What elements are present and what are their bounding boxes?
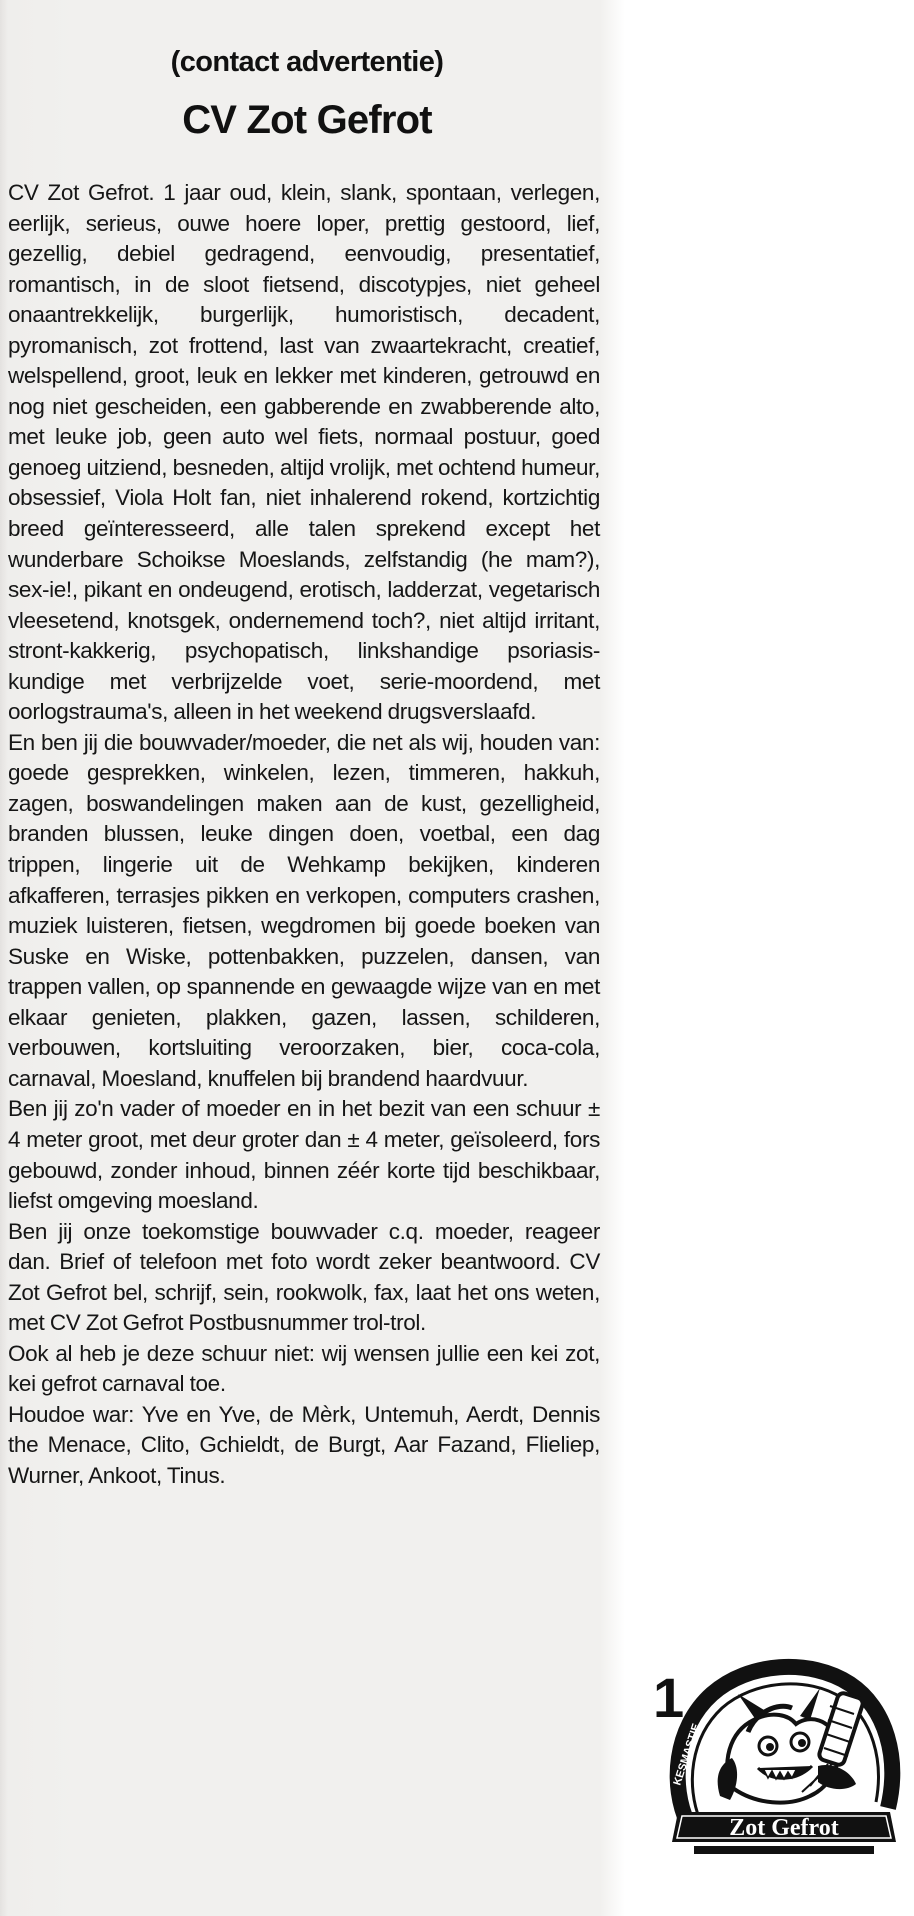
paragraph-request: Ben jij zo'n vader of moeder en in het bezit van een schuur ± 4 meter groot, met deur groter dan ± 4 meter, geïsoleerd, fors gebouwd, zonder inhoud, binnen zéér korte tijd beschikbaar, liefst omgeving moesland. xyxy=(8,1096,600,1214)
paragraph-interests: En ben jij die bouwvader/moeder, die net als wij, houden van: goede gesprekken, winkelen, lezen, timmeren, hakkuh, zagen, boswandelingen maken aan de kust, gezelligheid, branden blussen, leuke dingen doen, voetbal, een dag trippen, lingerie uit de Wehkamp bekijken, kinderen afkafferen, terrasjes pikken en verkopen, computers crashen, muziek luisteren, fietsen, wegdromen bij goede boeken van Suske en Wiske, pottenbakken, puzzelen, dansen, van trappen vallen, op spannende en gewaagde wijze van en met elkaar genieten, plakken, gazen, lassen, schilderen, verbouwen, kortsluiting veroorzaken, bier, coca-cola, carnaval, Moesland, knuffelen bij brandend haardvuur. xyxy=(8,729,600,1091)
advert-title: CV Zot Gefrot xyxy=(182,98,432,142)
mascot-hand xyxy=(818,1692,864,1789)
emblem-caption-strip xyxy=(694,1846,874,1854)
mascot-arm xyxy=(718,1758,737,1800)
page-number: 1 xyxy=(653,1666,685,1729)
emblem-ring-text: KESMASTIE xyxy=(671,1722,703,1787)
paragraph-profile: CV Zot Gefrot. 1 jaar oud, klein, slank, spontaan, verlegen, eerlijk, serieus, ouwe hoere loper, prettig gestoord, lief, gezellig, debiel gedragend, eenvoudig, presentatief, romantisch, in de sloot fietsend, discotypjes, niet geheel onaantrekkelijk, burgerlijk, humoristisch, decadent, pyromanisch, zot frottend, last van zwaartekracht, creatief, welspellend, groot, leuk en lekker met kinderen, getrouwd en nog niet gescheiden, een gabberende en zwabberende alto, met leuke job, geen auto wel fiets, normaal postuur, goed genoeg uitziend, besneden, altijd vrolijk, met ochtend humeur, obsessief, Viola Holt fan, niet inhalerend rokend, kortzichtig breed geïnteresseerd, alle talen sprekend except het wunderbare Schoikse Moeslands, zelfstandig (he mam?), sex-ie!, pikant en ondeugend, erotisch, ladderzat, vegetarisch vleesetend, knotsgek, ondernemend toch?, niet altijd irritant, stront-kakkerig, psychopatisch, linkshandige psoriasis-kundige met verbrijzelde voet, serie-moordend, met oorlogstrauma's, alleen in het weekend drugsverslaafd. xyxy=(8,180,600,725)
advert-body xyxy=(8,178,600,1492)
paragraph-wishes: Ook al heb je deze schuur niet: wij wensen jullie een kei zot, kei gefrot carnaval toe. xyxy=(8,1340,600,1397)
advert-header xyxy=(0,44,614,144)
advert-kicker: (contact advertentie) xyxy=(170,46,444,78)
paragraph-contact: Ben jij onze toekomstige bouwvader c.q. moeder, reageer dan. Brief of telefoon met foto wordt zeker beantwoord. CV Zot Gefrot bel, schrijf, sein, rookwolk, fax, laat het ons weten, met CV Zot Gefrot Postbusnummer trol-trol. xyxy=(8,1218,600,1336)
emblem-banner-text: Zot Gefrot xyxy=(729,1815,839,1841)
paragraph-signatures: Houdoe war: Yve en Yve, de Mèrk, Untemuh, Aerdt, Dennis the Menace, Clito, Gchieldt, de Burgt, Aar Fazand, Flieliep, Wurner, Ankoot, Tinus. xyxy=(8,1401,600,1488)
emblem-banner xyxy=(672,1812,896,1842)
zot-gefrot-emblem-icon xyxy=(660,1636,908,1866)
